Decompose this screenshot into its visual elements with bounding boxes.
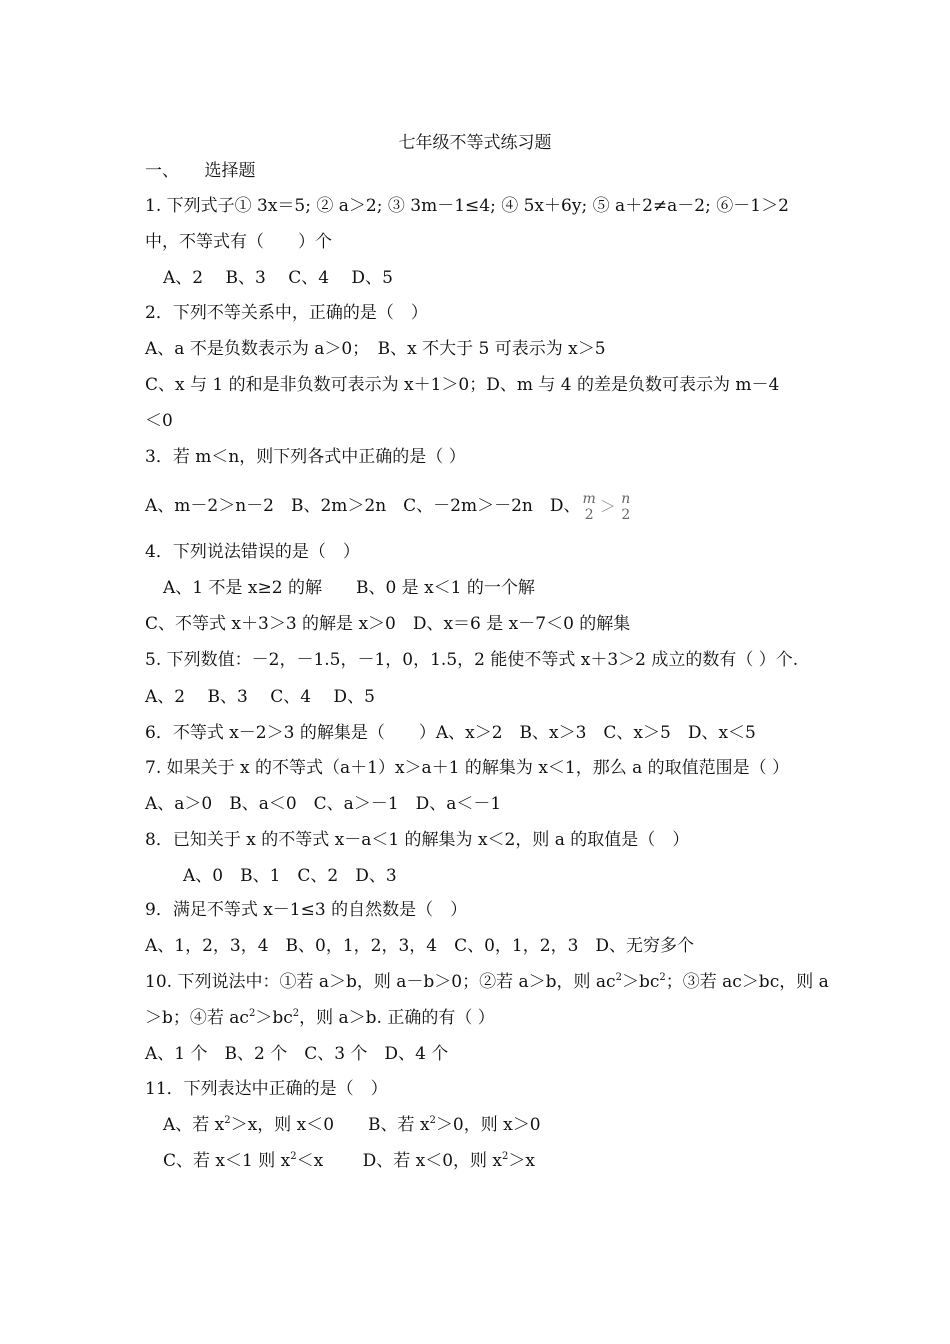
text-segment: ＞bc [255,1008,293,1028]
text-segment: ＞bc [621,972,660,992]
text-segment: ；③若 ac＞bc，则 a [665,972,829,992]
question-9-stem: 9．满足不等式 x－1≤3 的自然数是（ ） [145,900,468,920]
superscript: 2 [248,1008,256,1019]
page-title: 七年级不等式练习题 [398,133,552,153]
superscript: 2 [615,972,622,983]
question-1-line-2: 中，不等式有（ ）个 [145,232,332,252]
question-4-line-2: C、不等式 x＋3＞3 的解是 x＞0 D、x＝6 是 x－7＜0 的解集 [145,614,631,634]
question-4-stem: 4．下列说法错误的是（ ） [145,542,360,562]
superscript: 2 [292,1008,300,1019]
text-segment: ，则 a＞b. 正确的有（ ） [299,1008,495,1028]
question-11-options-ab [163,1114,541,1136]
fraction-m-over-2 [583,491,596,523]
question-1-line-1: 1. 下列式子① 3x＝5; ② a＞2; ③ 3m－1≤4; ④ 5x＋6y; ⑤ a＋2≠a－2; ⑥－1＞2 [145,196,789,216]
question-11-options-cd [163,1150,535,1172]
text-segment: ＞x，则 x＜0 B、若 x [230,1115,430,1135]
question-2-stem: 2．下列不等关系中，正确的是（ ） [145,303,428,323]
fraction-numerator: m [582,490,596,507]
question-11-stem: 11．下列表达中正确的是（ ） [145,1079,388,1099]
fraction-numerator: n [621,490,631,507]
section-heading: 一、 选择题 [145,161,256,181]
question-1-options: A、2 B、3 C、4 D、5 [163,268,393,288]
question-7-options: A、a＞0 B、a＜0 C、a＞－1 D、a＜－1 [145,794,502,814]
question-5-stem: 5. 下列数值：－2，－1.5，－1，0，1.5，2 能使不等式 x＋3＞2 成立的数有（ ）个. [145,650,799,670]
superscript: 2 [224,1115,231,1126]
superscript: 2 [429,1115,436,1126]
superscript: 2 [290,1151,297,1162]
question-3-options-text: A、m－2＞n－2 B、2m＞2n C、－2m＞－2n D、 [145,496,581,516]
question-8-stem: 8．已知关于 x 的不等式 x－a＜1 的解集为 x＜2，则 a 的取值是（ ） [145,830,690,850]
question-8-options: A、0 B、1 C、2 D、3 [183,866,397,886]
question-10-line-2 [145,1007,495,1029]
question-9-options: A、1，2，3，4 B、0，1，2，3，4 C、0，1，2，3 D、无穷多个 [145,936,695,956]
question-2-line-3: ＜0 [145,411,173,431]
question-4-line-1: A、1 不是 x≥2 的解 B、0 是 x＜1 的一个解 [163,578,535,598]
fraction-denominator: 2 [584,506,594,523]
fraction-denominator: 2 [621,506,631,523]
question-10-options: A、1 个 B、2 个 C、3 个 D、4 个 [145,1044,449,1064]
question-3-options [145,486,634,527]
fraction-n-over-2 [620,491,632,523]
question-7-stem: 7. 如果关于 x 的不等式（a＋1）x＞a＋1 的解集为 x＜1，那么 a 的取值范围是（ ） [145,758,790,778]
greater-than-symbol: ＞ [599,496,616,516]
text-segment: ＜x D、若 x＜0，则 x [296,1151,503,1171]
question-3-stem: 3．若 m＜n，则下列各式中正确的是（ ） [145,447,466,467]
question-5-options: A、2 B、3 C、4 D、5 [145,687,375,707]
question-10-line-1 [145,971,829,993]
text-segment: C、若 x＜1 则 x [163,1151,291,1171]
question-2-line-2: C、x 与 1 的和是非负数可表示为 x＋1＞0；D、m 与 4 的差是负数可表示为 m－4 [145,375,780,395]
text-segment: A、若 x [163,1115,225,1135]
question-2-line-1: A、a 不是负数表示为 a＞0； B、x 不大于 5 可表示为 x＞5 [145,339,606,359]
text-segment: ＞0，则 x＞0 [435,1115,541,1135]
text-segment: 10. 下列说法中：①若 a＞b，则 a－b＞0；②若 a＞b，则 ac [145,972,616,992]
question-6-stem: 6．不等式 x－2＞3 的解集是（ ）A、x＞2 B、x＞3 C、x＞5 D、x＜5 [145,723,756,743]
superscript: 2 [502,1151,509,1162]
text-segment: ＞x [508,1151,535,1171]
text-segment: ＞b；④若 ac [145,1008,249,1028]
superscript: 2 [659,972,666,983]
